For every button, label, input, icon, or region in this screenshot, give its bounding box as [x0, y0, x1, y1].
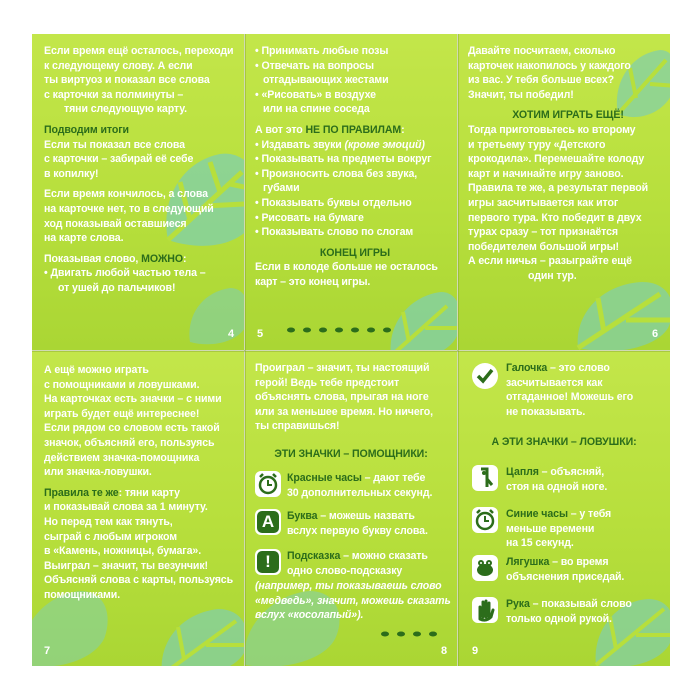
text-line: объяснения приседай. [506, 570, 625, 583]
text-line: «медведь», значит, можешь сказать [255, 594, 451, 607]
text-line: из вас. У тебя больше всех? [468, 74, 614, 87]
trap-heron [506, 465, 670, 494]
text-line: • Принимать любые позы [255, 45, 389, 57]
text-line: Если в колоде больше не осталось [255, 261, 438, 274]
text-line: Объясняй слова с карты, пользуясь [44, 574, 234, 587]
text-line: играть будет ещё интереснее! [44, 407, 200, 420]
text-line: карт – это конец игры. [255, 275, 371, 288]
text-line: На карточках есть значки – с ними [44, 393, 222, 406]
text-line [255, 138, 455, 153]
hint-example [255, 579, 457, 623]
monstera-leaf-icon [152, 601, 244, 666]
text-line: первого тура. Кто победит в двух [468, 211, 642, 224]
text-line: Правила те же, а результат первой [468, 182, 649, 195]
panel-7 [32, 351, 244, 666]
text-line [506, 597, 670, 612]
text-span: Цапля [506, 466, 539, 478]
text-span: : тяни карту [118, 486, 180, 499]
section-heading: Подводим итоги [44, 123, 129, 136]
monstera-leaf-icon [385, 284, 457, 350]
text-line [255, 123, 455, 138]
letter-a-icon [255, 509, 281, 535]
text-line [506, 361, 670, 376]
text-line: тяни следующую карту. [64, 103, 187, 116]
text-span: – дают тебе [361, 472, 426, 484]
text-line: действием значка-помощника [44, 451, 200, 464]
text-line: отгадывающих жестами [263, 74, 389, 87]
text-line: А ещё можно играть [44, 364, 149, 376]
text-span: Красные часы [287, 472, 362, 484]
text-line: крокодила». Перемешайте колоду [468, 153, 645, 166]
trap-check [506, 361, 670, 419]
text-span: Буква [287, 510, 318, 522]
checkmark-icon [472, 363, 498, 389]
text-span: – во время [549, 556, 609, 568]
text-line [287, 549, 457, 564]
text-line: Тогда приготовьтесь ко второму [468, 123, 636, 136]
page-number: 6 [652, 328, 659, 340]
text-line: карточек накопилось у каждого [468, 59, 631, 72]
rules-sheet [32, 34, 670, 666]
text-span: – показывай слово [529, 598, 632, 610]
text-span: Синие часы [506, 508, 568, 520]
panel-4-text [44, 44, 244, 296]
page-number: 4 [228, 328, 235, 340]
text-line: с карточки – забирай её себе [44, 153, 194, 166]
text-line: объяснять слова, прыгая на ноге [255, 391, 429, 404]
helper-hint [287, 549, 457, 578]
fold-line [32, 350, 670, 352]
page-number: 7 [44, 645, 51, 657]
alarm-clock-icon [472, 507, 498, 533]
text-span: (кроме эмоций) [344, 138, 425, 151]
text-line: • Двигать любой частью тела – [44, 267, 206, 280]
text-line: стоя на одной ноге. [506, 480, 608, 493]
text-line: игры засчитывается как итог [468, 196, 619, 209]
text-span: : [183, 252, 187, 265]
text-span: • Издавать звуки [255, 138, 345, 151]
alarm-clock-icon [255, 471, 281, 497]
text-line: • Показывать буквы отдельно [255, 196, 412, 209]
helper-clock [287, 471, 457, 500]
text-span: – объясняй, [538, 466, 605, 478]
panel-8-text [255, 361, 457, 434]
panel-6 [458, 34, 670, 350]
rules-same-label: Правила те же [44, 486, 119, 499]
heron-icon [472, 465, 498, 491]
text-line: с карточки за полминуты – [44, 88, 184, 101]
text-line [287, 509, 457, 524]
text-span: Галочка [506, 362, 548, 374]
text-span: А вот это [255, 123, 306, 136]
text-line: губами [263, 182, 300, 195]
hand-icon [472, 597, 498, 623]
text-line [506, 555, 670, 570]
page-number: 9 [472, 645, 479, 657]
text-line: • Произносить слова без звука, [255, 167, 418, 180]
text-line: или за меньшее время. Но ничего, [255, 405, 434, 418]
text-span: : [401, 123, 405, 136]
text-line: ты виртуоз и показал все слова [44, 74, 210, 87]
text-line: вслух «косолапый»). [255, 609, 364, 622]
text-line: победителем большой игры! [468, 240, 619, 253]
helpers-heading: ЭТИ ЗНАЧКИ – ПОМОЩНИКИ: [274, 448, 428, 460]
text-span: – у тебя [567, 508, 612, 520]
text-line: к следующему слову. А если [44, 59, 193, 72]
text-line [44, 252, 244, 267]
text-line: Выиграл – значит, ты везунчик! [44, 559, 208, 572]
text-line: Давайте посчитаем, сколько [468, 45, 616, 57]
text-line: карт и начинайте игру заново. [468, 167, 624, 180]
text-span: Лягушка [506, 556, 550, 568]
text-line: один тур. [528, 269, 577, 282]
text-span: – можно сказать [340, 550, 428, 562]
text-line: ты справишься! [255, 420, 340, 433]
text-line: только одной рукой. [506, 612, 612, 625]
text-line: Если ты показал все слова [44, 138, 185, 151]
text-line: А если ничья – разыграйте ещё [468, 255, 632, 268]
text-line [287, 471, 457, 486]
panel-5-text [255, 44, 455, 290]
text-line: • «Рисовать» в воздухе [255, 88, 376, 101]
paw-prints-icon [285, 324, 395, 336]
text-line: от ушей до пальчиков! [58, 281, 176, 294]
helper-letter [287, 509, 457, 538]
text-span: – это слово [547, 362, 610, 374]
trap-hand [506, 597, 670, 626]
letter-a-glyph: А [261, 512, 275, 531]
panel-4 [32, 34, 244, 350]
page-number: 8 [441, 645, 448, 657]
text-line [506, 507, 670, 522]
traps-heading: А ЭТИ ЗНАЧКИ – ЛОВУШКИ: [491, 436, 637, 448]
text-line: отгаданное! Можешь его [506, 391, 634, 404]
text-line: герой! Ведь тебе предстоит [255, 376, 400, 389]
text-line: на карте слова. [44, 232, 124, 245]
text-line: Если рядом со словом есть такой [44, 422, 220, 435]
text-line: • Показывать на предметы вокруг [255, 153, 432, 166]
text-line: турах сразу – тот признаётся [468, 226, 618, 239]
text-line: в копилку! [44, 167, 99, 180]
text-line: с помощниками и ловушками. [44, 378, 200, 391]
text-line: (например, ты показываешь слово [255, 580, 442, 592]
text-line: или на спине соседа [263, 103, 370, 116]
panel-5 [245, 34, 457, 350]
text-line: или значка-ловушки. [44, 466, 152, 479]
text-span: – можешь назвать [317, 510, 415, 522]
text-line: Проиграл – значит, ты настоящий [255, 362, 430, 374]
text-line: на 15 секунд. [506, 537, 574, 550]
text-line: значок, объясняй его, пользуясь [44, 436, 215, 449]
panel-6-text [468, 44, 668, 284]
text-line: 30 дополнительных секунд. [287, 486, 433, 499]
text-line: Но перед тем как тянуть, [44, 515, 173, 528]
panel-9 [458, 351, 670, 666]
text-line: Значит, ты победил! [468, 88, 574, 101]
panel-7-text [44, 363, 244, 603]
trap-blue-clock [506, 507, 670, 551]
trap-frog [506, 555, 670, 584]
text-line: ход показывай оставшиеся [44, 217, 187, 230]
text-line: помощниками. [44, 588, 121, 601]
text-line: • Отвечать на вопросы [255, 59, 374, 72]
text-line [44, 486, 244, 501]
text-line: сыграй с любым игроком [44, 530, 178, 543]
text-line: засчитывается как [506, 376, 603, 389]
page-number: 5 [257, 328, 264, 340]
text-line [506, 465, 670, 480]
text-line: и третьему туру «Детского [468, 138, 606, 151]
panel-8 [245, 351, 457, 666]
text-line: Если время кончилось, а слова [44, 188, 208, 201]
text-line: на карточке нет, то в следующий [44, 202, 214, 215]
exclamation-icon [255, 549, 281, 575]
text-line: одно слово-подсказку [287, 564, 403, 577]
text-line: меньше времени [506, 522, 595, 535]
text-span: Рука [506, 598, 530, 610]
text-line: и показывай слова за 1 минуту. [44, 501, 208, 514]
allowed-label: МОЖНО [141, 252, 183, 265]
text-line: Если время ещё осталось, переходи [44, 45, 234, 57]
text-line: • Показывать слово по слогам [255, 226, 414, 239]
text-line: • Рисовать на бумаге [255, 211, 364, 224]
section-heading: ХОТИМ ИГРАТЬ ЕЩЁ! [512, 109, 624, 122]
text-span: Показывая слово, [44, 252, 142, 265]
not-allowed-label: НЕ ПО ПРАВИЛАМ [305, 123, 402, 136]
text-line: не показывать. [506, 405, 586, 418]
exclamation-glyph: ! [265, 552, 271, 571]
text-span: Подсказка [287, 550, 341, 562]
section-heading: КОНЕЦ ИГРЫ [319, 246, 391, 259]
paw-prints-icon [379, 629, 439, 639]
frog-icon [472, 555, 498, 581]
text-line: вслух первую букву слова. [287, 524, 428, 537]
text-line: в «Камень, ножницы, бумага». [44, 545, 202, 558]
